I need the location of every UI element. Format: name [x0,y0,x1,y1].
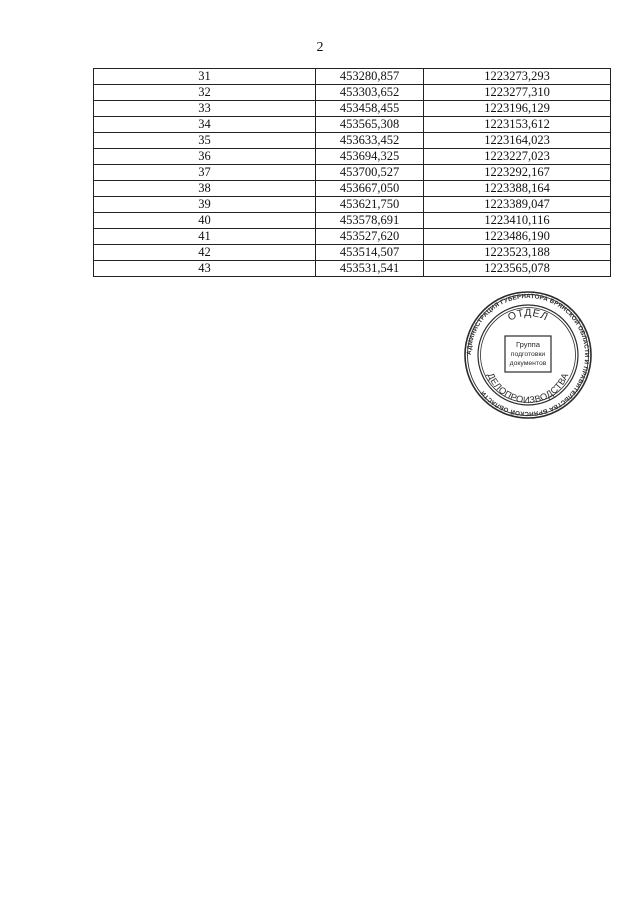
stamp-center-line-3: документов [509,360,547,367]
stamp-ring-top: ОТДЕЛ [506,306,551,324]
x-coordinate-cell: 453303,652 [316,85,424,101]
x-coordinate-cell: 453514,507 [316,245,424,261]
point-number-cell: 43 [94,261,316,277]
point-number-cell: 38 [94,181,316,197]
point-number-cell: 34 [94,117,316,133]
table-row [94,213,611,229]
x-coordinate-cell: 453458,455 [316,101,424,117]
point-number-cell: 33 [94,101,316,117]
point-number-cell: 41 [94,229,316,245]
table-row [94,229,611,245]
y-coordinate-cell: 1223273,293 [424,69,611,85]
table-row [94,85,611,101]
point-number-cell: 31 [94,69,316,85]
y-coordinate-cell: 1223388,164 [424,181,611,197]
point-number-cell: 32 [94,85,316,101]
point-number-cell: 37 [94,165,316,181]
x-coordinate-cell: 453633,452 [316,133,424,149]
point-number-cell: 40 [94,213,316,229]
x-coordinate-cell: 453280,857 [316,69,424,85]
svg-text:ОТДЕЛ [506,307,550,324]
y-coordinate-cell: 1223227,023 [424,149,611,165]
y-coordinate-cell: 1223153,612 [424,117,611,133]
table-row [94,197,611,213]
point-number-cell: 35 [94,133,316,149]
x-coordinate-cell: 453667,050 [316,181,424,197]
table-row [94,165,611,181]
point-number-cell: 42 [94,245,316,261]
table-row [94,261,611,277]
page-number: 2 [316,40,324,55]
table-row [94,117,611,133]
official-stamp [463,290,593,420]
table-row [94,181,611,197]
y-coordinate-cell: 1223196,129 [424,101,611,117]
coordinates-table [93,68,611,277]
x-coordinate-cell: 453527,620 [316,229,424,245]
y-coordinate-cell: 1223523,188 [424,245,611,261]
y-coordinate-cell: 1223164,023 [424,133,611,149]
y-coordinate-cell: 1223486,190 [424,229,611,245]
stamp-ring-bottom: ДЕЛОПРОИЗВОДСТВА [485,371,571,406]
stamp-seal-icon [463,290,593,420]
table-row [94,149,611,165]
y-coordinate-cell: 1223277,310 [424,85,611,101]
stamp-center-line-2: подготовки [510,351,546,358]
y-coordinate-cell: 1223389,047 [424,197,611,213]
y-coordinate-cell: 1223410,116 [424,213,611,229]
x-coordinate-cell: 453694,325 [316,149,424,165]
table-row [94,101,611,117]
point-number-cell: 39 [94,197,316,213]
stamp-outer-text: АДМИНИСТРАЦИЯ ГУБЕРНАТОРА БРЯНСКОЙ ОБЛАСТИ И ПРАВИТЕЛЬСТВА БРЯНСКОЙ ОБЛАСТИ [465,292,591,418]
table-row [94,69,611,85]
x-coordinate-cell: 453621,750 [316,197,424,213]
table-row [94,133,611,149]
point-number-cell: 36 [94,149,316,165]
x-coordinate-cell: 453565,308 [316,117,424,133]
x-coordinate-cell: 453578,691 [316,213,424,229]
x-coordinate-cell: 453531,541 [316,261,424,277]
stamp-center-line-1: Группа [515,340,541,349]
table-row [94,245,611,261]
x-coordinate-cell: 453700,527 [316,165,424,181]
svg-text:ДЕЛОПРОИЗВОДСТВА [486,371,571,405]
y-coordinate-cell: 1223565,078 [424,261,611,277]
y-coordinate-cell: 1223292,167 [424,165,611,181]
